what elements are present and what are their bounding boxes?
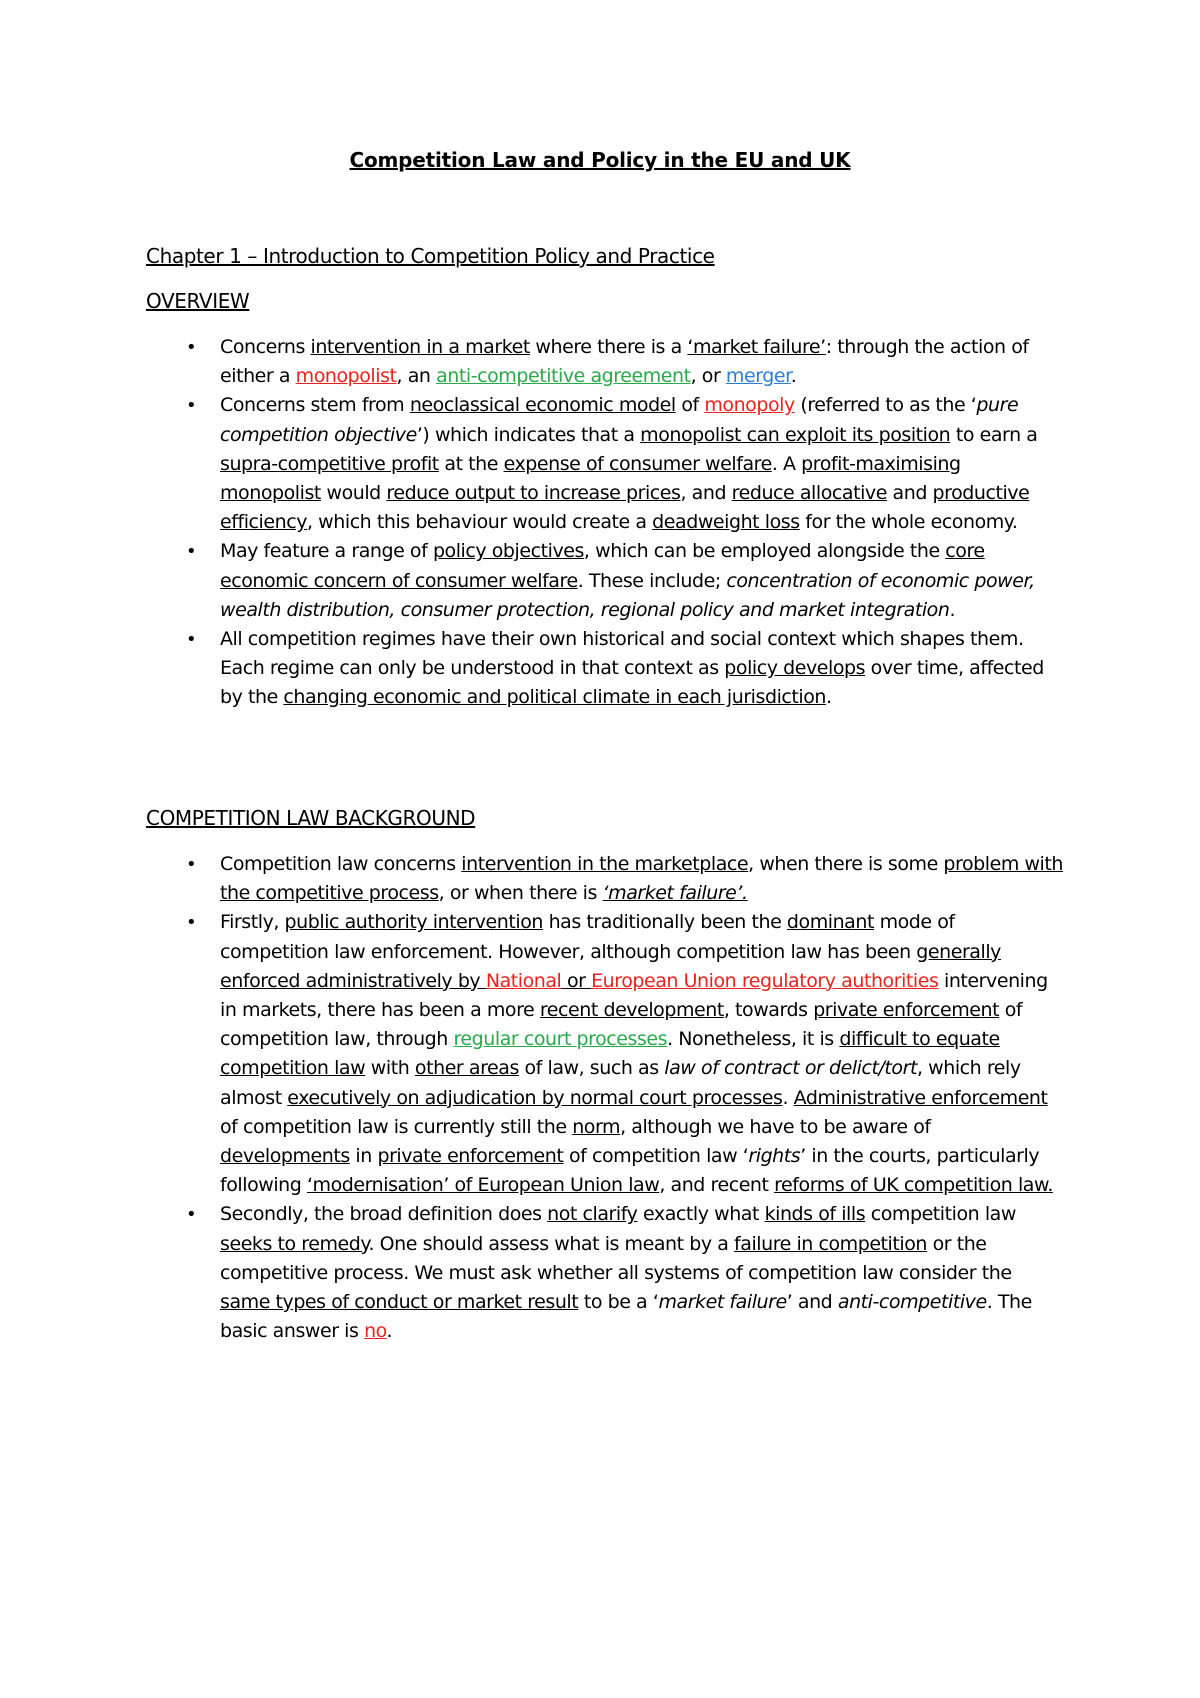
text-run: intervention in a market	[310, 336, 530, 358]
text-run: failure in competition	[734, 1232, 927, 1255]
text-run: , when there is some	[748, 853, 944, 875]
section-heading-competition-law-background: COMPETITION LAW BACKGROUND	[146, 806, 476, 830]
text-run: (referred to as the ‘	[794, 394, 977, 417]
chapter-heading: Chapter 1 – Introduction to Competition Policy and Practice	[146, 244, 715, 268]
bullet-icon: •	[186, 1204, 197, 1226]
text-run: , which can be employed alongside the	[583, 540, 946, 563]
text-run: Concerns stem from	[220, 394, 410, 417]
text-run: executively on adjudication by normal court processes	[287, 1086, 783, 1109]
text-run: . Nonetheless, it is	[667, 1028, 840, 1051]
text-run: ‘market failure’.	[602, 882, 748, 905]
text-run: ’ in the courts, particularly following	[220, 1145, 1040, 1197]
text-run: ‘market failure’	[687, 336, 826, 358]
text-run: . The basic answer is	[220, 1291, 1032, 1343]
text-run: intervening in markets, there has been a more	[220, 969, 1048, 1022]
text-run: not clarify	[547, 1203, 638, 1226]
text-run: , and recent	[659, 1174, 775, 1197]
text-run: deadweight loss	[652, 511, 800, 534]
text-run: . One should assess what is meant by a	[368, 1232, 735, 1255]
list-item	[186, 908, 1066, 1200]
text-run: ’ and	[786, 1291, 838, 1314]
text-run: intervention in the marketplace	[461, 853, 749, 875]
text-run: exactly what	[637, 1203, 765, 1226]
overview-bullet-list	[186, 333, 1066, 713]
text-run: concentration of economic power, wealth distribution, consumer protection, regional policy and market integration	[220, 569, 1035, 621]
text-run: mode of competition law enforcement. However, although competition law has been	[220, 911, 955, 963]
text-run: norm	[572, 1115, 621, 1138]
text-run: , an	[396, 365, 437, 388]
text-run: expense of consumer welfare	[503, 452, 772, 475]
text-run: generally enforced administratively by	[220, 940, 1001, 992]
text-run: regular court processes	[453, 1028, 668, 1051]
bullet-icon: •	[186, 854, 197, 875]
text-run: reduce output to increase prices	[386, 482, 681, 505]
text-run: neoclassical economic model	[409, 394, 676, 417]
text-run: or the competitive process. We must ask whether all systems of competition law consider the	[220, 1232, 1012, 1284]
text-run: of competition law ‘	[563, 1145, 749, 1168]
text-run: policy develops	[724, 657, 866, 680]
text-run: monopolist can exploit its position	[640, 423, 951, 446]
text-run: in	[349, 1145, 378, 1168]
text-run: to earn a	[950, 423, 1038, 446]
text-run: law of contract or delict/tort	[664, 1057, 917, 1080]
text-run: monopoly	[704, 394, 795, 417]
text-run: European Union regulatory authorities	[591, 969, 939, 992]
text-run: policy objectives	[432, 540, 584, 563]
text-run: market failure	[658, 1291, 787, 1314]
text-run: to be a ‘	[578, 1291, 659, 1314]
text-run: .	[386, 1320, 393, 1343]
text-run: same types of conduct or market result	[220, 1291, 579, 1314]
text-run: , although we have to be aware of	[620, 1115, 931, 1138]
text-run: dominant	[786, 911, 874, 934]
text-run: of law, such as	[518, 1057, 665, 1080]
text-run: or	[561, 969, 592, 992]
text-run: . These include;	[577, 569, 727, 592]
text-run: of	[675, 394, 705, 417]
text-run: rights	[748, 1145, 801, 1168]
text-run: and	[886, 482, 933, 505]
text-run: core economic concern of consumer welfare	[220, 540, 985, 592]
text-run: Secondly, the broad definition does	[220, 1203, 548, 1226]
text-run: seeks to remedy	[220, 1232, 369, 1255]
text-run: .	[790, 365, 797, 388]
bullet-icon: •	[186, 395, 197, 417]
text-run: , which this behaviour would create a	[307, 511, 653, 534]
text-run: . A	[771, 452, 802, 475]
text-run: reduce allocative	[731, 482, 887, 505]
text-run: over time, affected by the	[220, 657, 1044, 709]
bullet-icon: •	[186, 541, 197, 563]
text-run: .	[782, 1086, 794, 1109]
text-run: private enforcement	[377, 1145, 564, 1168]
text-run: supra-competitive profit	[220, 452, 439, 475]
text-run: with	[365, 1057, 415, 1080]
text-run: ‘modernisation’ of European Union law	[306, 1174, 660, 1197]
text-run: would	[320, 482, 387, 505]
text-run: developments	[220, 1145, 350, 1168]
text-run: kinds of ills	[764, 1203, 866, 1226]
text-run: pure competition objective	[220, 394, 1019, 446]
text-run: Concerns	[220, 336, 311, 358]
text-run: .	[826, 686, 832, 709]
list-item	[186, 333, 1066, 391]
bullet-icon: •	[186, 912, 197, 934]
text-run: reforms of UK competition law.	[774, 1174, 1053, 1197]
list-item	[186, 1200, 1066, 1346]
background-bullet-list	[186, 850, 1066, 1346]
text-run: problem with the competitive process	[220, 853, 1063, 905]
text-run: other areas	[414, 1057, 519, 1080]
text-run: at the	[438, 452, 504, 475]
text-run: May feature a range of	[220, 540, 433, 563]
text-run: public authority intervention	[284, 911, 543, 934]
list-item	[186, 625, 1066, 713]
text-run: anti-competitive	[837, 1291, 987, 1314]
text-run: of competition law is currently still the	[220, 1115, 573, 1138]
text-run: .	[949, 598, 956, 621]
text-run: difficult to equate competition law	[220, 1028, 1000, 1080]
text-run: recent development	[539, 999, 724, 1022]
list-item	[186, 391, 1066, 537]
text-run: merger	[725, 365, 791, 388]
text-run: changing economic and political climate in each jurisdiction	[283, 686, 826, 709]
section-heading-overview: OVERVIEW	[146, 289, 250, 313]
text-run: where there is a	[529, 336, 688, 358]
bullet-icon: •	[186, 337, 197, 358]
text-run: : through the action of either a	[220, 336, 1029, 388]
text-run: , towards	[723, 999, 814, 1022]
text-run: , which rely almost	[220, 1057, 1021, 1109]
list-item	[186, 850, 1066, 908]
text-run: Administrative enforcement	[793, 1086, 1048, 1109]
text-run: of competition law, through	[220, 999, 1023, 1051]
document-title: Competition Law and Policy in the EU and UK	[349, 148, 851, 172]
text-run: profit-maximising monopolist	[220, 452, 961, 505]
text-run: productive efficiency	[220, 482, 1030, 534]
bullet-icon: •	[186, 629, 197, 651]
text-run: All competition regimes have their own historical and social context which shapes them. Each regime can only be understood in that context as	[220, 628, 1024, 680]
text-run: National	[485, 969, 562, 992]
text-run: , and	[680, 482, 732, 505]
text-run: monopolist	[295, 365, 397, 388]
list-item	[186, 537, 1066, 625]
text-run: Competition law concerns	[220, 853, 462, 875]
text-run: no	[364, 1320, 387, 1343]
text-run: ’) which indicates that a	[416, 423, 641, 446]
text-run: has traditionally been the	[542, 911, 787, 934]
text-run: , or when there is	[438, 882, 603, 905]
text-run: for the whole economy.	[799, 511, 1018, 534]
text-run: , or	[690, 365, 726, 388]
text-run: competition law	[865, 1203, 1016, 1226]
text-run: Firstly,	[220, 911, 285, 934]
text-run: private enforcement	[813, 999, 1000, 1022]
text-run: anti-competitive agreement	[436, 365, 691, 388]
